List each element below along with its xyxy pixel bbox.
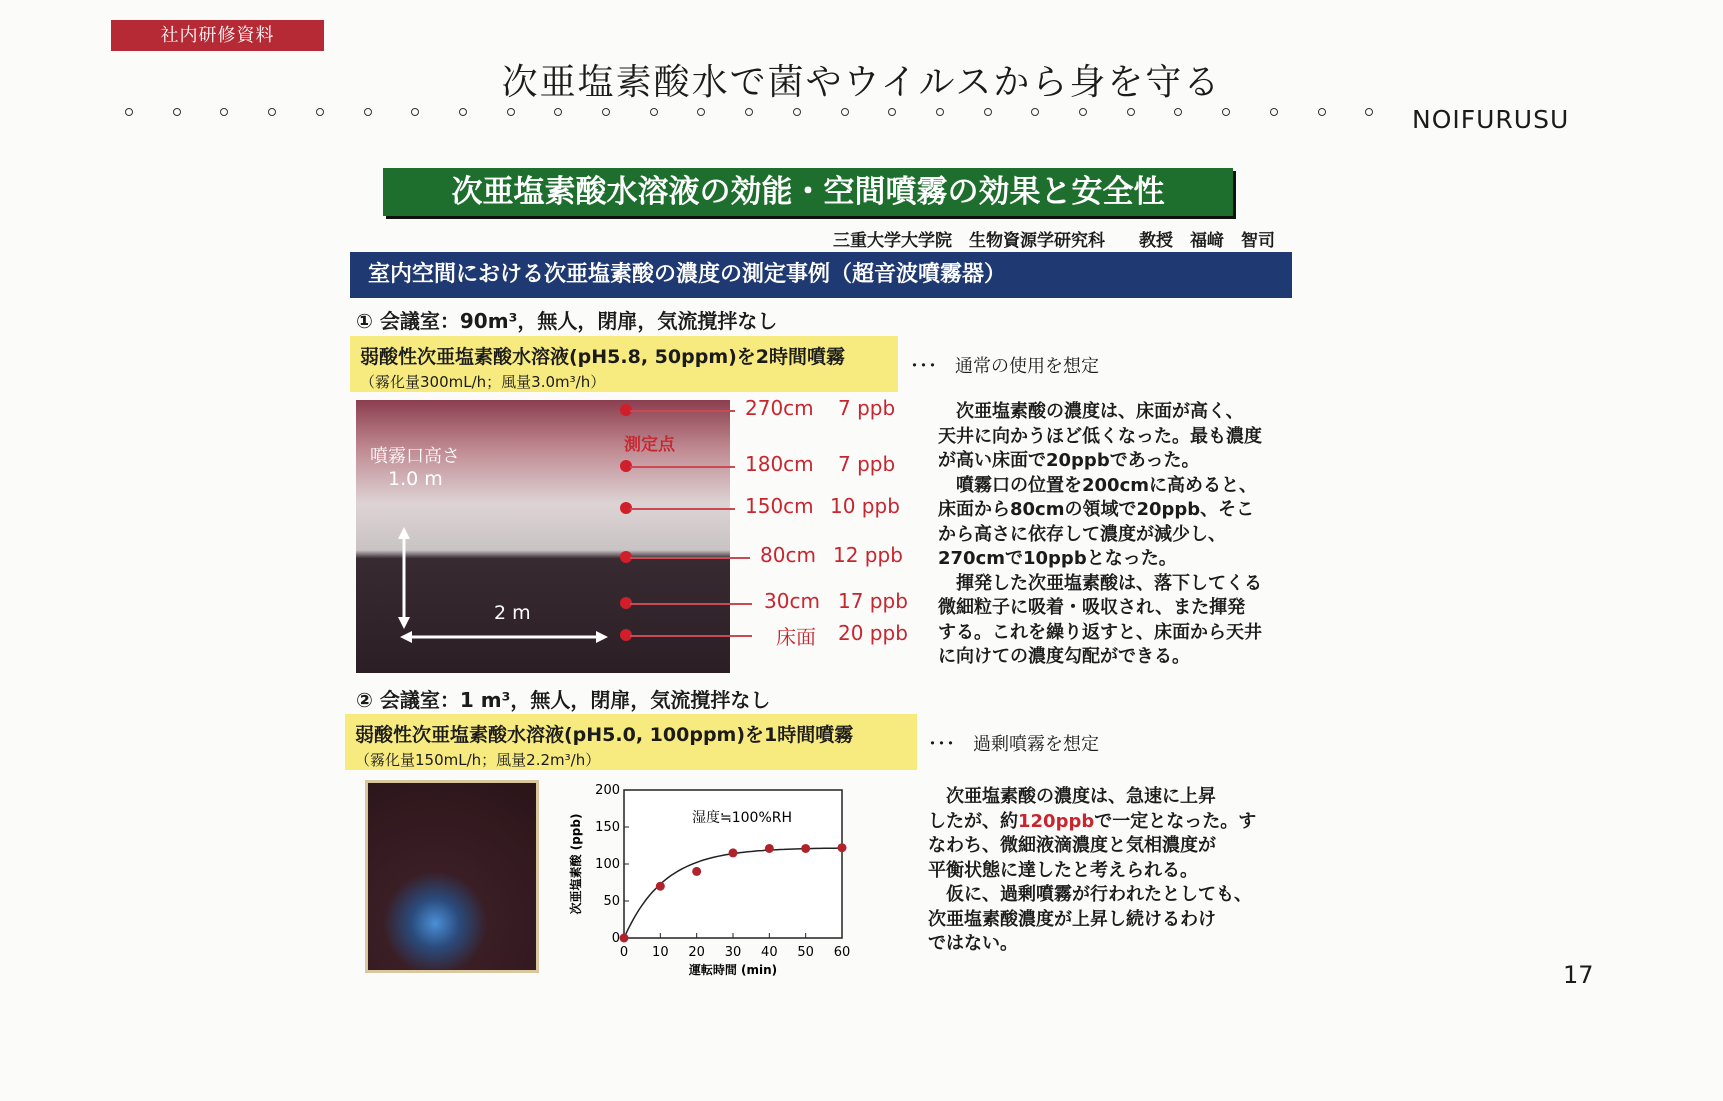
case2-text-part: したが、約: [928, 810, 1018, 832]
y-tick-label: 0: [611, 931, 620, 946]
divider-dot: [554, 108, 562, 116]
case1-note: ･･･ 通常の使用を想定: [910, 356, 1099, 377]
y-tick-label: 50: [603, 894, 620, 909]
case2-text-line: 次亜塩素酸の濃度は、急速に上昇: [928, 786, 1216, 807]
x-tick-label: 30: [724, 945, 742, 960]
measure-point-label: 測定点: [624, 435, 675, 455]
divider-dot: [125, 108, 133, 116]
section-title: 室内空間における次亜塩素酸の濃度の測定事例（超音波噴霧器）: [350, 252, 1292, 298]
case1-text-line: から高さに依存して濃度が減少し、: [938, 523, 1226, 545]
dotted-divider: [125, 108, 1375, 124]
divider-dot: [697, 108, 705, 116]
measure-height: 180cm: [745, 452, 814, 476]
case2-text-line: 平衡状態に達したと考えられる。: [928, 859, 1198, 881]
case2-condition: ② 会議室：1 m³，無人，閉扉，気流撹拌なし: [356, 688, 771, 712]
x-axis-label: 運転時間 (min): [688, 963, 778, 977]
y-tick-label: 200: [595, 783, 620, 798]
document-tag: 社内研修資料: [111, 20, 324, 51]
divider-dot: [173, 108, 181, 116]
data-point: [692, 867, 701, 876]
measure-height: 150cm: [745, 494, 814, 518]
divider-dot: [411, 108, 419, 116]
slide-heading: 次亜塩素酸水溶液の効能・空間噴霧の効果と安全性: [383, 168, 1233, 216]
divider-dot: [1222, 108, 1230, 116]
measure-concentration: 7 ppb: [838, 396, 896, 420]
case2-text-line: [928, 810, 1273, 835]
data-point: [801, 844, 810, 853]
distance-arrows: [356, 400, 730, 673]
data-point: [765, 844, 774, 853]
distance-label: 2 m: [494, 602, 531, 624]
chamber-photo: [365, 780, 539, 973]
case1-text-line: 次亜塩素酸の濃度は、床面が高く、: [938, 401, 1244, 422]
case1-text-line: 揮発した次亜塩素酸は、落下してくる: [938, 572, 1262, 594]
measure-height: 30cm: [764, 589, 820, 613]
case1-text-line: する。これを繰り返すと、床面から天井: [938, 621, 1262, 643]
measure-concentration: 10 ppb: [830, 494, 900, 518]
x-tick-label: 60: [833, 945, 851, 960]
measure-concentration: 7 ppb: [838, 452, 896, 476]
case1-spray: 弱酸性次亜塩素酸水溶液(pH5.8, 50ppm)を2時間噴霧: [360, 346, 846, 368]
divider-dot: [1365, 108, 1373, 116]
divider-dot: [1079, 108, 1087, 116]
divider-dot: [507, 108, 515, 116]
divider-dot: [888, 108, 896, 116]
x-tick-label: 0: [619, 945, 629, 960]
case1-description: [938, 400, 1278, 670]
case2-text-line: 次亜塩素酸濃度が上昇し続けるわけ: [928, 908, 1216, 930]
case2-text-part: で一定となった。す: [1094, 810, 1257, 832]
case2-text-line: 仮に、過剰噴霧が行われたとしても、: [928, 884, 1252, 905]
case1-text-line: 噴霧口の位置を200cmに高めると、: [938, 474, 1257, 496]
page-number: 17: [1563, 961, 1594, 989]
y-tick-label: 150: [595, 820, 620, 835]
case1-text-line: 微細粒子に吸着・吸収され、また揮発: [938, 597, 1246, 618]
measure-concentration: 17 ppb: [838, 589, 908, 613]
x-tick-label: 40: [761, 945, 778, 960]
divider-dot: [650, 108, 658, 116]
data-point: [656, 882, 665, 891]
author-line: 三重大学大学院 生物資源学研究科 教授 福﨑 智司: [833, 231, 1275, 251]
measure-height: 床面: [776, 625, 816, 649]
divider-dot: [1174, 108, 1182, 116]
measure-leader-line: [630, 635, 752, 637]
measure-leader-line: [630, 557, 750, 559]
x-tick-label: 10: [652, 945, 669, 960]
data-point: [620, 934, 629, 943]
divider-dot: [793, 108, 801, 116]
divider-dot: [1318, 108, 1326, 116]
divider-dot: [841, 108, 849, 116]
case1-text-line: が高い床面で20ppbであった。: [938, 450, 1200, 471]
divider-dot: [936, 108, 944, 116]
case2-spray-sub: （霧化量150mL/h；風量2.2m³/h）: [355, 751, 601, 769]
x-tick-label: 50: [797, 945, 814, 960]
room-photo: [356, 400, 730, 673]
measure-leader-line: [630, 466, 735, 468]
divider-dot: [1127, 108, 1135, 116]
case2-text-line: ではない。: [928, 933, 1018, 954]
divider-dot: [984, 108, 992, 116]
case1-text-line: 天井に向かうほど低くなった。最も濃度: [938, 425, 1262, 447]
measure-height: 80cm: [760, 543, 816, 567]
divider-dot: [459, 108, 467, 116]
divider-dot: [1031, 108, 1039, 116]
measure-concentration: 20 ppb: [838, 621, 908, 645]
measure-leader-line: [630, 603, 752, 605]
divider-dot: [220, 108, 228, 116]
data-point: [838, 843, 847, 852]
measure-leader-line: [630, 508, 735, 510]
case1-text-line: 270cmで10ppbとなった。: [938, 548, 1177, 569]
case2-description: [928, 785, 1273, 957]
chart-annotation: 湿度≒100%RH: [692, 810, 793, 826]
case2-spray: 弱酸性次亜塩素酸水溶液(pH5.0, 100ppm)を1時間噴霧: [355, 724, 854, 746]
case2-text-rest: [928, 834, 1273, 957]
concentration-chart: [560, 780, 870, 985]
case1-spray-box: [350, 336, 898, 392]
case2-text-line: なわち、微細液滴濃度と気相濃度が: [928, 835, 1216, 856]
data-point: [729, 848, 738, 857]
divider-dot: [745, 108, 753, 116]
divider-dot: [602, 108, 610, 116]
case2-note: ･･･ 過剰噴霧を想定: [928, 734, 1099, 755]
brand-name: NOIFURUSU: [1412, 105, 1570, 134]
divider-dot: [1270, 108, 1278, 116]
measure-concentration: 12 ppb: [833, 543, 903, 567]
measure-leader-line: [630, 410, 735, 412]
x-tick-label: 20: [688, 945, 705, 960]
case1-spray-sub: （霧化量300mL/h；風量3.0m³/h）: [360, 373, 606, 391]
nozzle-height-value: 1.0 m: [388, 468, 443, 490]
nozzle-height-label: 噴霧口高さ: [370, 446, 460, 467]
case1-condition: ① 会議室：90m³，無人，閉扉，気流撹拌なし: [356, 309, 778, 333]
divider-dot: [364, 108, 372, 116]
case2-highlight-value: 120ppb: [1018, 810, 1095, 832]
divider-dot: [268, 108, 276, 116]
case1-text-line: に向けての濃度勾配ができる。: [938, 646, 1190, 667]
y-tick-label: 100: [595, 857, 620, 872]
case2-spray-box: [345, 714, 917, 770]
divider-dot: [316, 108, 324, 116]
y-axis-label: 次亜塩素酸 (ppb): [569, 813, 583, 915]
measure-height: 270cm: [745, 396, 814, 420]
case1-text-line: 床面から80cmの領域で20ppb、そこ: [938, 499, 1255, 520]
page-title: 次亜塩素酸水で菌やウイルスから身を守る: [501, 62, 1222, 103]
